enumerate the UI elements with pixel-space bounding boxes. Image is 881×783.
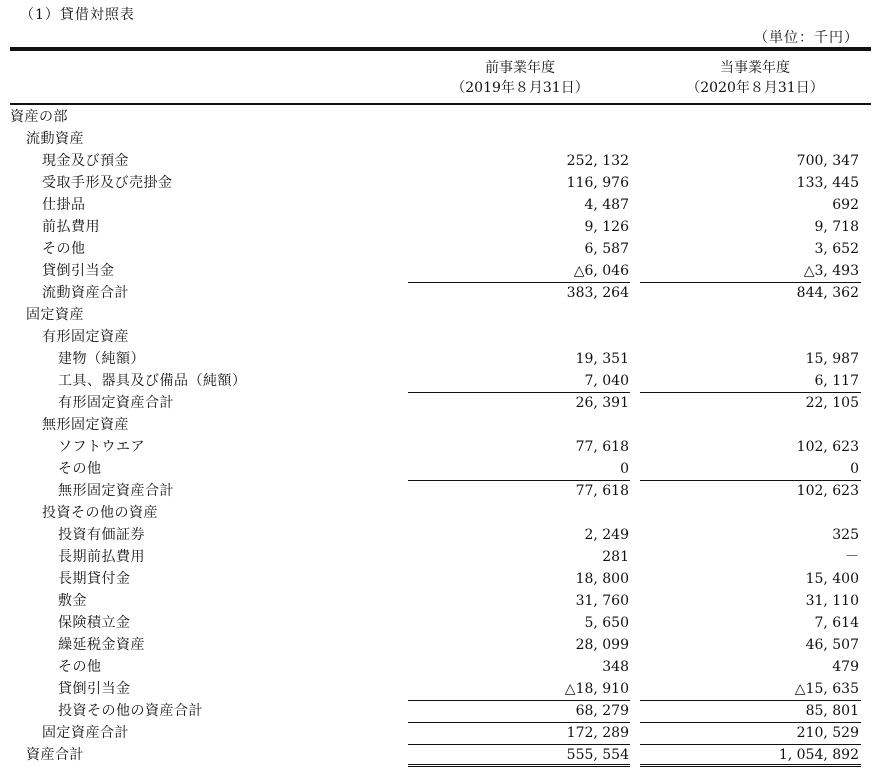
prior-year-value: 383, 264 — [566, 285, 629, 301]
table-row — [10, 634, 871, 656]
table-row — [10, 568, 871, 590]
row-label: 投資有価証券 — [58, 527, 145, 543]
current-year-value: 844, 362 — [796, 285, 859, 301]
table-total-row — [10, 282, 871, 304]
subtotal-rule-prior — [408, 722, 630, 723]
current-year-value: 700, 347 — [796, 153, 859, 169]
row-label: ソフトウエア — [58, 439, 145, 455]
current-year-value: 0 — [850, 461, 859, 477]
row-label: 現金及び預金 — [42, 153, 129, 169]
row-label: 投資その他の資産 — [42, 505, 158, 521]
current-year-value: 31, 110 — [805, 593, 859, 609]
prior-year-value: 19, 351 — [575, 351, 629, 367]
subtotal-rule-current — [640, 722, 861, 723]
top-rule — [10, 47, 871, 51]
current-year-value: 210, 529 — [796, 725, 859, 741]
prior-year-value: 5, 650 — [584, 615, 629, 631]
table-row — [10, 150, 871, 172]
row-label: その他 — [58, 461, 102, 477]
subtotal-rule-current — [640, 282, 861, 283]
current-year-value: 102, 623 — [796, 439, 859, 455]
prior-year-value: 116, 976 — [566, 175, 629, 191]
column-header-prior-year-date: （2019年８月31日） — [451, 80, 589, 96]
row-label: 工具、器具及び備品（純額） — [58, 373, 247, 389]
table-total-row — [10, 392, 871, 414]
row-label: 資産の部 — [10, 109, 68, 125]
current-year-value: 3, 652 — [814, 241, 859, 257]
prior-year-value: △6, 046 — [573, 263, 629, 279]
row-label: 受取手形及び売掛金 — [42, 175, 173, 191]
prior-year-value: 6, 587 — [584, 241, 629, 257]
table-row — [10, 304, 871, 326]
unit-label: （単位：千円） — [754, 30, 859, 46]
prior-year-value: 4, 487 — [584, 197, 629, 213]
current-year-value: 102, 623 — [796, 483, 859, 499]
prior-year-value: △18, 910 — [564, 681, 629, 697]
table-row — [10, 612, 871, 634]
balance-sheet-table — [10, 106, 871, 766]
row-label: 繰延税金資産 — [58, 637, 145, 653]
prior-year-value: 28, 099 — [575, 637, 629, 653]
row-label: 貸倒引当金 — [42, 263, 115, 279]
header-rule — [10, 103, 871, 105]
row-label: 長期貸付金 — [58, 571, 131, 587]
subtotal-rule-prior — [408, 392, 630, 393]
grand-total-double-rule-prior — [408, 764, 630, 767]
prior-year-value: 77, 618 — [575, 483, 629, 499]
row-label: 貸倒引当金 — [58, 681, 131, 697]
row-label: 資産合計 — [26, 747, 84, 763]
prior-year-value: 68, 279 — [575, 703, 629, 719]
table-total-row — [10, 480, 871, 502]
row-label: 流動資産合計 — [42, 285, 129, 301]
table-row — [10, 524, 871, 546]
row-label: 無形固定資産合計 — [58, 483, 174, 499]
prior-year-value: 172, 289 — [566, 725, 629, 741]
column-header-prior-year-title: 前事業年度 — [485, 60, 555, 76]
table-row — [10, 590, 871, 612]
table-row — [10, 436, 871, 458]
table-row — [10, 128, 871, 150]
table-total-row — [10, 722, 871, 744]
prior-year-value: 348 — [602, 659, 629, 675]
row-label: 流動資産 — [26, 131, 84, 147]
table-row — [10, 238, 871, 260]
current-year-value: △3, 493 — [803, 263, 859, 279]
current-year-value: － — [845, 549, 859, 565]
table-row — [10, 502, 871, 524]
table-row — [10, 370, 871, 392]
prior-year-value: 2, 249 — [584, 527, 629, 543]
current-year-value: 22, 105 — [805, 395, 859, 411]
subtotal-rule-prior — [408, 744, 630, 745]
row-label: その他 — [58, 659, 102, 675]
current-year-value: 15, 400 — [805, 571, 859, 587]
subtotal-rule-current — [640, 744, 861, 745]
current-year-value: 85, 801 — [805, 703, 859, 719]
subtotal-rule-prior — [408, 480, 630, 481]
subtotal-rule-current — [640, 392, 861, 393]
current-year-value: 133, 445 — [796, 175, 859, 191]
table-total-row — [10, 744, 871, 766]
subtotal-rule-current — [640, 480, 861, 481]
prior-year-value: 0 — [620, 461, 629, 477]
current-year-value: 692 — [832, 197, 859, 213]
row-label: その他 — [42, 241, 86, 257]
row-label: 有形固定資産合計 — [58, 395, 174, 411]
row-label: 仕掛品 — [42, 197, 86, 213]
subtotal-rule-prior — [408, 700, 630, 701]
table-row — [10, 458, 871, 480]
table-total-row — [10, 700, 871, 722]
table-row — [10, 194, 871, 216]
column-header-current-year-title: 当事業年度 — [720, 60, 790, 76]
column-header-current-year-date: （2020年８月31日） — [686, 80, 824, 96]
row-label: 有形固定資産 — [42, 329, 129, 345]
current-year-value: △15, 635 — [794, 681, 859, 697]
row-label: 固定資産合計 — [42, 725, 129, 741]
table-row — [10, 656, 871, 678]
table-row — [10, 678, 871, 700]
table-row — [10, 348, 871, 370]
table-row — [10, 216, 871, 238]
prior-year-value: 18, 800 — [575, 571, 629, 587]
current-year-value: 46, 507 — [805, 637, 859, 653]
current-year-value: 7, 614 — [814, 615, 859, 631]
row-label: 投資その他の資産合計 — [58, 703, 203, 719]
prior-year-value: 77, 618 — [575, 439, 629, 455]
prior-year-value: 252, 132 — [566, 153, 629, 169]
current-year-value: 15, 987 — [805, 351, 859, 367]
current-year-value: 6, 117 — [814, 373, 859, 389]
table-row — [10, 260, 871, 282]
column-header-current-year — [645, 58, 865, 98]
prior-year-value: 31, 760 — [575, 593, 629, 609]
current-year-value: 325 — [832, 527, 859, 543]
table-row — [10, 414, 871, 436]
row-label: 無形固定資産 — [42, 417, 129, 433]
table-row — [10, 172, 871, 194]
row-label: 前払費用 — [42, 219, 100, 235]
table-row — [10, 546, 871, 568]
table-row — [10, 106, 871, 128]
section-title: （1）貸借対照表 — [20, 7, 135, 23]
prior-year-value: 26, 391 — [575, 395, 629, 411]
subtotal-rule-current — [640, 700, 861, 701]
row-label: 長期前払費用 — [58, 549, 145, 565]
row-label: 保険積立金 — [58, 615, 131, 631]
row-label: 固定資産 — [26, 307, 84, 323]
prior-year-value: 281 — [602, 549, 629, 565]
current-year-value: 479 — [832, 659, 859, 675]
column-header-prior-year — [410, 58, 630, 98]
row-label: 建物（純額） — [58, 351, 145, 367]
current-year-value: 9, 718 — [814, 219, 859, 235]
prior-year-value: 9, 126 — [584, 219, 629, 235]
grand-total-double-rule-current — [640, 764, 861, 767]
table-row — [10, 326, 871, 348]
row-label: 敷金 — [58, 593, 87, 609]
current-year-value: 1, 054, 892 — [778, 747, 859, 763]
prior-year-value: 555, 554 — [566, 747, 629, 763]
subtotal-rule-prior — [408, 282, 630, 283]
prior-year-value: 7, 040 — [584, 373, 629, 389]
